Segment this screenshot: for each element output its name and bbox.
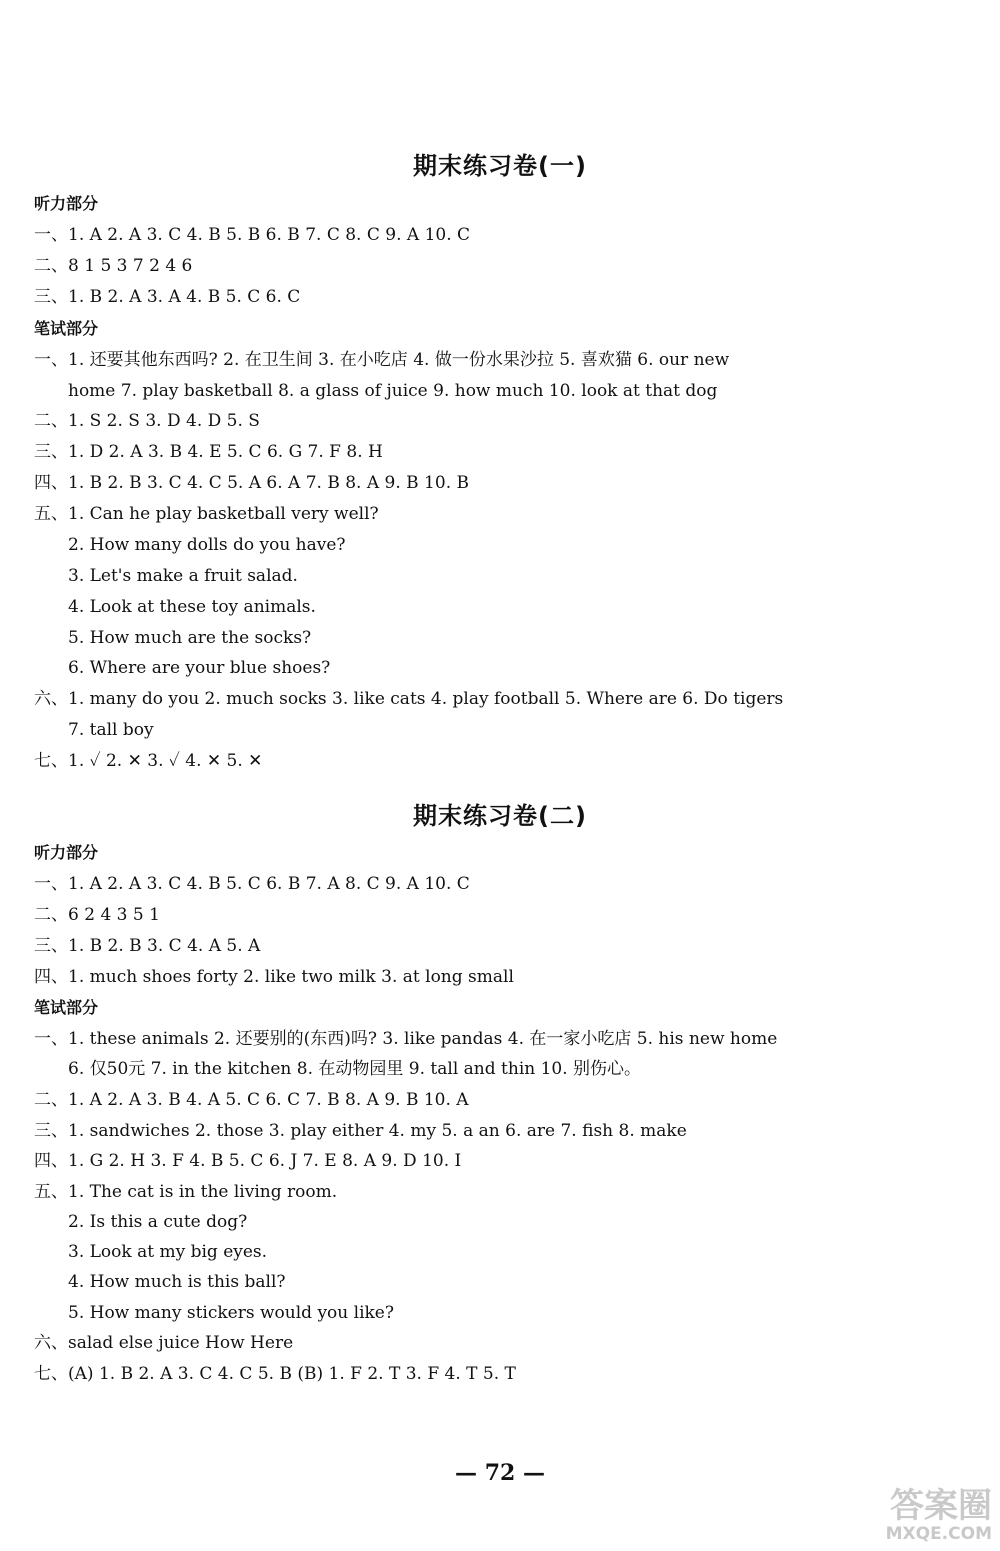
paper2-writing-line: 七、(A) 1. B 2. A 3. C 4. C 5. B (B) 1. F 2. T 3. F 4. T 5. T — [34, 1364, 516, 1384]
paper1-listening-line: 三、1. B 2. A 3. A 4. B 5. C 6. C — [34, 287, 301, 307]
paper1-listening-line: 二、8 1 5 3 7 2 4 6 — [34, 256, 193, 276]
paper1-writing-line: 2. How many dolls do you have? — [68, 535, 346, 555]
paper2-writing-line: 4. How much is this ball? — [68, 1272, 286, 1292]
paper2-writing-line: 二、1. A 2. A 3. B 4. A 5. C 6. C 7. B 8. A 9. B 10. A — [34, 1090, 469, 1110]
paper2-writing-line: 五、1. The cat is in the living room. — [34, 1182, 338, 1202]
paper2-writing-line: 四、1. G 2. H 3. F 4. B 5. C 6. J 7. E 8. A 9. D 10. I — [34, 1151, 462, 1171]
paper1-writing-line: 4. Look at these toy animals. — [68, 597, 316, 617]
paper2-writing-heading: 笔试部分 — [34, 998, 99, 1017]
paper2-writing-line: 一、1. these animals 2. 还要别的(东西)吗? 3. like pandas 4. 在一家小吃店 5. his new home — [34, 1029, 778, 1049]
paper1-writing-heading: 笔试部分 — [34, 319, 99, 338]
paper1-writing-line: 3. Let's make a fruit salad. — [68, 566, 298, 586]
paper2-writing-line: 六、salad else juice How Here — [34, 1333, 294, 1353]
watermark — [852, 1488, 992, 1548]
paper2-writing-line: 三、1. sandwiches 2. those 3. play either 4. my 5. a an 6. are 7. fish 8. make — [34, 1121, 687, 1141]
paper2-listening-line: 二、6 2 4 3 5 1 — [34, 905, 160, 925]
paper2-writing-line: 6. 仅50元 7. in the kitchen 8. 在动物园里 9. tall and thin 10. 别伤心。 — [68, 1059, 642, 1079]
paper2-listening-line: 一、1. A 2. A 3. C 4. B 5. C 6. B 7. A 8. C 9. A 10. C — [34, 874, 470, 894]
paper1-writing-line: 七、1. ✓ 2. ✕ 3. ✓ 4. ✕ 5. ✕ — [34, 751, 263, 771]
paper2-listening-line: 四、1. much shoes forty 2. like two milk 3. at long small — [34, 967, 514, 987]
paper1-writing-line: 7. tall boy — [68, 720, 154, 740]
paper1-writing-line: 5. How much are the socks? — [68, 628, 312, 648]
paper2-writing-line: 5. How many stickers would you like? — [68, 1303, 394, 1323]
page-number: — 72 — — [455, 1460, 545, 1486]
paper1-writing-line: 五、1. Can he play basketball very well? — [34, 504, 379, 524]
paper2-listening-line: 三、1. B 2. B 3. C 4. A 5. A — [34, 936, 261, 956]
paper1-title: 期末练习卷(一) — [413, 152, 587, 180]
watermark-logo: 答案圈 — [890, 1486, 992, 1526]
paper1-writing-line: 6. Where are your blue shoes? — [68, 658, 331, 678]
paper1-writing-line: 一、1. 还要其他东西吗? 2. 在卫生间 3. 在小吃店 4. 做一份水果沙拉 5. 喜欢猫 6. our new — [34, 350, 730, 370]
paper1-writing-line: home 7. play basketball 8. a glass of juice 9. how much 10. look at that dog — [68, 381, 718, 401]
paper1-writing-line: 四、1. B 2. B 3. C 4. C 5. A 6. A 7. B 8. A 9. B 10. B — [34, 473, 469, 493]
paper2-writing-line: 3. Look at my big eyes. — [68, 1242, 268, 1262]
paper1-writing-line: 六、1. many do you 2. much socks 3. like cats 4. play football 5. Where are 6. Do tigers — [34, 689, 784, 709]
paper1-writing-line: 三、1. D 2. A 3. B 4. E 5. C 6. G 7. F 8. H — [34, 442, 383, 462]
paper1-listening-line: 一、1. A 2. A 3. C 4. B 5. B 6. B 7. C 8. C 9. A 10. C — [34, 225, 471, 245]
paper1-listening-heading: 听力部分 — [34, 194, 99, 213]
paper2-writing-line: 2. Is this a cute dog? — [68, 1212, 248, 1232]
paper2-listening-heading: 听力部分 — [34, 843, 99, 862]
paper2-title: 期末练习卷(二) — [413, 802, 587, 830]
paper1-writing-line: 二、1. S 2. S 3. D 4. D 5. S — [34, 411, 260, 431]
watermark-url: MXQE.COM — [885, 1524, 992, 1544]
